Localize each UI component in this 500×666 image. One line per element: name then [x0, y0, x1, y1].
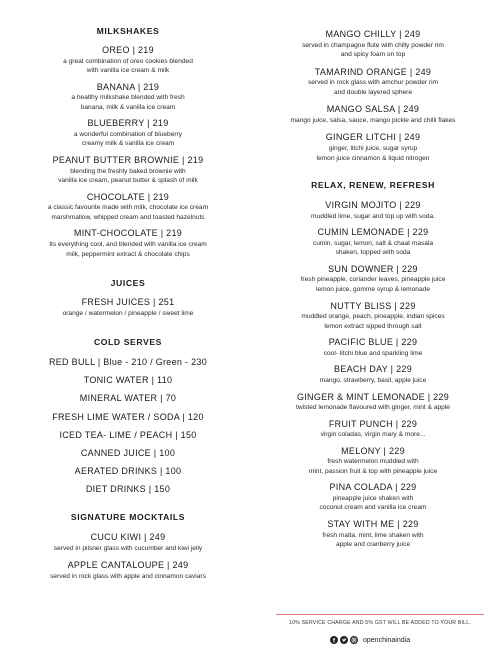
item-title: MINT-CHOCOLATE | 219 [73, 228, 183, 239]
item-desc: cool- litchi blue and sparkling lime [323, 349, 423, 357]
social-handle[interactable]: openchinaindia [363, 636, 411, 644]
item-desc: Its everything cool, and blended with vanilla ice cream [49, 240, 207, 248]
item-title: NUTTY BLISS | 229 [330, 300, 416, 311]
item-desc: served in rock glass with apple and cinnamon caviars [50, 572, 206, 580]
menu-item [8, 228, 248, 259]
item-desc: ginger, litchi juice, sugar syrup [328, 144, 418, 152]
menu-item [253, 519, 493, 550]
left-column [8, 26, 248, 582]
item-desc: creamy milk & vanilla ice cream [81, 140, 175, 148]
item-desc: and spicy foam on top [340, 51, 406, 59]
menu-item [253, 67, 493, 98]
menu-item [8, 532, 248, 553]
menu-item [8, 118, 248, 149]
facebook-icon[interactable] [330, 636, 338, 644]
relax-renew-refresh-section [253, 180, 493, 550]
menu-item [253, 419, 493, 440]
item-title: VIRGIN MOJITO | 229 [325, 200, 421, 211]
item-title: TONIC WATER | 110 [83, 375, 173, 386]
item-desc: mango, strawberry, basil, apple juice [319, 376, 427, 384]
item-desc: shaken, topped with soda [335, 249, 411, 257]
menu-item [8, 155, 248, 186]
section-heading: MILKSHAKES [96, 26, 160, 36]
item-title: BLUEBERRY | 219 [87, 118, 169, 129]
item-title: DIET DRINKS | 150 [85, 483, 171, 494]
menu-item [253, 132, 493, 163]
section-heading: RELAX, RENEW, REFRESH [311, 180, 435, 191]
svg-text:f: f [332, 637, 336, 644]
menu-item [253, 446, 493, 477]
signature-mocktails-section [8, 512, 248, 581]
item-desc: cumin, sugar, lemon, salt & chaat masala [312, 239, 434, 247]
item-desc: and double layered sphere [333, 88, 413, 96]
item-title: SUN DOWNER | 229 [328, 263, 418, 274]
item-title: MANGO CHILLY | 249 [325, 29, 421, 39]
twitter-icon[interactable] [340, 636, 348, 644]
menu-item [253, 482, 493, 513]
item-desc: milk, peppermint extract & chocolate chips [66, 250, 190, 258]
item-desc: with vanilla ice cream & milk [86, 67, 170, 75]
menu-item [253, 227, 493, 258]
item-title: MANGO SALSA | 249 [326, 104, 420, 115]
item-title: APPLE CANTALOUPE | 249 [67, 560, 189, 571]
item-desc: blending the freshly baked brownie with [70, 167, 186, 175]
item-desc: twisted lemonade flavoured with ginger, mint & apple [296, 404, 450, 411]
item-desc: a healthy milkshake blended with fresh [71, 94, 185, 102]
item-desc: fresh pineapple, coriander leaves, pineapple juice [300, 276, 446, 284]
item-desc: served in rock glass with amchur powder rim [307, 79, 439, 87]
menu-item [8, 45, 248, 76]
item-desc: fresh malta, mint, lime shaken with [322, 531, 424, 539]
item-title: PEANUT BUTTER BROWNIE | 219 [52, 155, 204, 166]
item-title: CUMIN LEMONADE | 229 [317, 227, 429, 238]
instagram-icon[interactable] [350, 636, 358, 644]
menu-item [8, 82, 248, 113]
item-desc: a great combination of oreo cookies blended [63, 57, 193, 65]
item-desc: mint, passion fruit & top with pineapple juice [308, 467, 438, 475]
menu-item [253, 264, 493, 295]
social-links [330, 634, 410, 646]
item-desc: a classic favourite made with milk, chocolate ice cream [47, 204, 209, 212]
footer-divider [276, 614, 484, 615]
item-title: CUCU KIWI | 249 [90, 532, 166, 543]
section-heading: SIGNATURE MOCKTAILS [70, 512, 186, 523]
item-title: BANANA | 219 [96, 81, 160, 92]
right-column [253, 29, 493, 550]
menu-item [253, 29, 493, 60]
item-desc: vanilla ice cream, peanut butter & splash of milk [58, 177, 198, 185]
item-title: GINGER & MINT LEMONADE | 229 [296, 391, 450, 402]
menu-item [253, 392, 493, 413]
menu-item [253, 364, 493, 385]
menu-item [8, 192, 248, 223]
item-title: MINERAL WATER | 70 [79, 393, 177, 404]
menu-item [253, 104, 493, 125]
item-desc: lemon juice, gomme syrup & lemonade [316, 286, 430, 294]
item-title: CHOCOLATE | 219 [86, 191, 170, 202]
item-title: ICED TEA- LIME / PEACH | 150 [59, 429, 197, 440]
item-title: RED BULL | Blue - 210 / Green - 230 [48, 357, 208, 368]
item-title: CANNED JUICE | 100 [80, 447, 176, 458]
item-desc: marshmallow, whipped cream and toasted hazelnuts [51, 213, 205, 221]
cold-serves-section [8, 337, 248, 495]
item-desc: served in pilsner glass with cucumber and kiwi jelly [53, 544, 203, 552]
item-desc: muddled lime, sugar and top up with soda. [311, 212, 435, 220]
item-title: PINA COLADA | 229 [329, 482, 417, 493]
item-title: GINGER LITCHI | 249 [325, 132, 421, 143]
item-desc: orange / watermelon / pineapple / sweet lime [62, 309, 194, 317]
item-title: MELONY | 229 [341, 445, 405, 456]
signature-mocktails-continued [253, 29, 493, 163]
item-desc: apple and cranberry juice [335, 541, 411, 549]
menu-item [8, 297, 248, 318]
item-desc: pineapple juice shaken with [332, 494, 414, 502]
item-title: BEACH DAY | 229 [333, 364, 413, 375]
milkshakes-section [8, 26, 248, 259]
item-desc: served in champagne flute with chilly powder rim [302, 41, 444, 49]
section-heading: COLD SERVES [93, 337, 163, 348]
juices-section [8, 278, 248, 318]
item-desc: mango juice, salsa, sauce, mango pickle and chilli flakes [290, 116, 456, 124]
item-title: FRESH LIME WATER / SODA | 120 [52, 411, 204, 422]
item-title: TAMARIND ORANGE | 249 [314, 66, 432, 77]
item-title: PACIFIC BLUE | 229 [328, 337, 418, 348]
item-title: FRUIT PUNCH | 229 [328, 418, 418, 429]
item-desc: lemon juice cinnamon & liquid nitrogen [316, 154, 430, 162]
section-heading: JUICES [110, 278, 146, 289]
footer-note: 10% SERVICE CHARGE AND 5% GST WILL BE ADDED TO YOUR BILL. [289, 620, 471, 626]
menu-item [253, 301, 493, 332]
item-title: STAY WITH ME | 229 [327, 519, 419, 530]
item-desc: banana, milk & vanilla ice cream [80, 103, 176, 111]
item-desc: virgin coladas, virgin mary & more... [320, 431, 426, 439]
item-title: AERATED DRINKS | 100 [74, 465, 182, 476]
item-title: FRESH JUICES | 251 [81, 297, 175, 308]
item-desc: lemon extract sipped through salt [324, 322, 422, 330]
item-title: OREO | 219 [102, 45, 154, 55]
item-desc: muddled orange, peach, pineapple, indian spices [301, 313, 445, 321]
menu-item [8, 560, 248, 581]
item-desc: a wonderful combination of blueberry [73, 130, 183, 138]
item-desc: coconut cream and vanilla ice cream [319, 504, 427, 512]
item-desc: fresh watermelon muddled with [327, 458, 419, 466]
menu-item [253, 200, 493, 221]
menu-item [253, 337, 493, 358]
